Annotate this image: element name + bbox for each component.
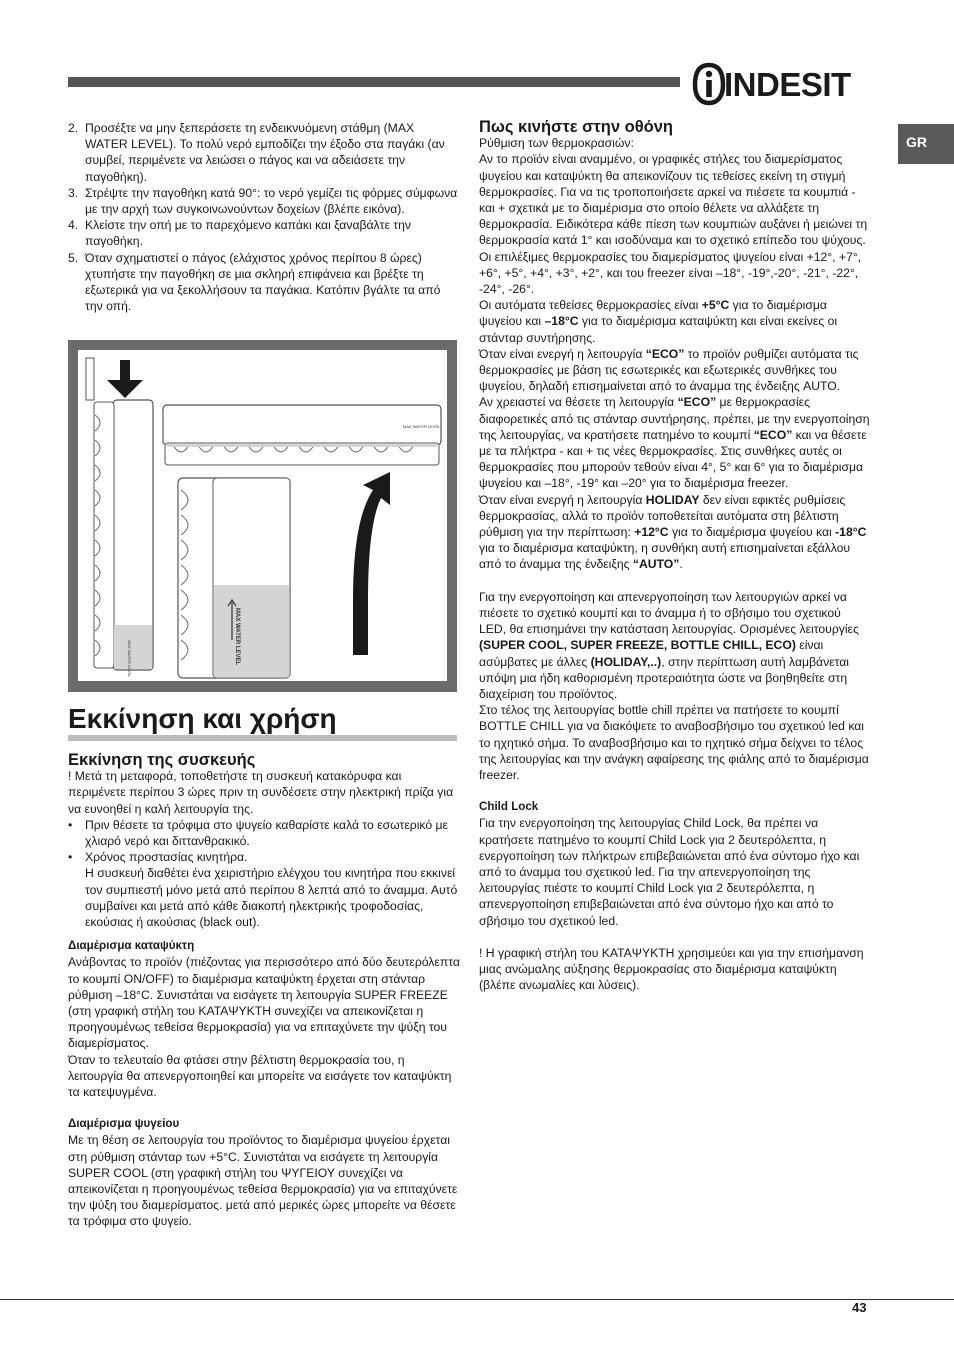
language-tab — [898, 124, 954, 164]
step-number: 2. — [68, 121, 79, 135]
max-water-level-label-horizontal: MAX WATER LEVEL — [403, 424, 441, 429]
ice-tray-illustration — [68, 340, 457, 692]
fridge-heading: Διαμέρισμα ψυγείου — [68, 1117, 180, 1131]
max-water-level-label-large: MAX WATER LEVEL — [234, 608, 240, 666]
list-item — [68, 250, 460, 315]
step-number: 4. — [68, 218, 79, 233]
fridge-paragraph: Με τη θέση σε λειτουργία του προϊόντος το διαμέρισμα ψυγείου έρχεται στη ρύθμιση στάνταρ των +5°C. Συνιστάται να εισάγετε τη λειτουργία SUPER COOL (στη γραφική στήλη του ΨΥΓΕΙΟΥ συνεχίζει να απεικονίζεται η προηγουμένως τεθείσα θερμοκρασία) για να επιταχύνετε την ψύξη του διαμερίσματος. μετά από μερικές ώρες μπορείτε να θέσετε τα τρόφιμα στο ψυγείο. — [68, 1133, 458, 1229]
title-rule — [68, 735, 457, 741]
child-lock-heading: Child Lock — [479, 800, 539, 814]
language-tab-label: GR — [906, 134, 927, 150]
step-text: Όταν σχηματιστεί ο πάγος (ελάχιστος χρόνος περίπου 8 ώρες) χτυπήστε την παγοθήκη σε μια σκληρή επιφάνεια και βρέξτε τη εξωτερικά για να ξεκολλήσουν τα παγάκια. Κατόπιν βγάλτε τα από την οπή. — [85, 250, 441, 314]
list-item — [68, 817, 460, 849]
list-item — [68, 849, 460, 930]
brand-logo — [692, 62, 872, 106]
bullet-mark: • — [68, 850, 73, 865]
temperature-options-paragraph: Οι επιλέξιμες θερμοκρασίες του διαμερίσματος ψυγείου είναι +12°, +7°, +6°, +5°, +4°, +3°, +2°, και του freezer είναι –18°, -19°,-20°, -21°, -22°, -24°, -26°. — [479, 249, 862, 297]
bullet-mark: • — [68, 817, 73, 832]
ice-tray-drawing — [68, 340, 457, 692]
motor-protection-text: Η συσκευή διαθέτει ένα χειριστήριο ελέγχου του κινητήρα που εκκινεί τον συμπιεστή μόνο μετά από περίπου 8 λεπτά από το άναμμα. Αυτό συμβαίνει και μετά από κάθε διακοπή ηλεκτρικής τροφοδοσίας, εκούσιας ή ακούσιας (black out). — [85, 866, 458, 930]
section-title: Εκκίνηση της συσκευής — [68, 751, 256, 769]
display-section-title: Πως κινήστε στην οθόνη — [479, 118, 673, 136]
list-item — [68, 217, 460, 249]
step-text: Προσέξτε να μην ξεπεράσετε τη ενδεικνυόμενη στάθμη (MAX WATER LEVEL). Το πολύ νερό εμποδίζει την έξοδο στα παγάκι (αν συμβεί, περιμένετε να λειώσει ο πάγος και να αδειάσετε την παγοθήκη). — [85, 121, 445, 184]
step-text: Στρέψτε την παγοθήκη κατά 90°: το νερό γεμίζει τις φόρμες σύμφωνα με την αρχή των συγκοινωνούντων δοχείων (βλέπε εικόνα). — [85, 185, 458, 217]
left-column-top — [68, 120, 460, 314]
eco-custom-paragraph: Αν χρειαστεί να θέσετε τη λειτουργία “ECO” με θερμοκρασίες διαφορετικές από τις στάνταρ συντήρησης, πρέπει, με την ενεργοποίηση της λειτουργίας, να κρατήσετε πατημένο το κουμπί “ECO” και να θέσετε με τα πλήκτρα - και + τις νέες θερμοκρασίες. Στις συνθήκες αυτές οι θερμοκρασίες που μπορούν τεθούν είναι 4°, 5° και 6° για το διαμέρισμα ψυγείου και –18°, -19° και –20° για το διαμέρισμα freezer. — [479, 395, 870, 491]
footer-rule — [0, 1299, 954, 1300]
eco-paragraph: Όταν είναι ενεργή η λειτουργία “ECO” το προϊόν ρυθμίζει αυτόματα τις θερμοκρασίες με βάση τις εσωτερικές και εξωτερικές συνθήκες του ψυγείου, δηλαδή επισημαίνεται από το άναμμα της ένδειξης AUTO. — [479, 346, 859, 394]
startup-section — [68, 752, 460, 1230]
freezer-paragraph-2: Όταν το τελευταίο θα φτάσει στην βέλτιστη θερμοκρασία του, η λειτουργία θα απενεργοποιηθεί και μπορείτε να εισάγετε τον καταψύκτη τα κατεψυγμένα. — [68, 1052, 452, 1100]
page-title: Εκκίνηση και χρήση — [68, 703, 337, 734]
bullet-text: Πριν θέσετε τα τρόφιμα στο ψυγείο καθαρίστε καλά το εσωτερικό με χλιαρό νερό και διττανθρακικό. — [85, 817, 448, 849]
step-number: 3. — [68, 185, 79, 200]
freezer-paragraph: Ανάβοντας το προϊόν (πιέζοντας για περισσότερο από δύο δευτερόλεπτα το κουμπί ON/OFF) το διαμέρισμα καταψύκτη έρχεται στη στάνταρ ρύθμιση –18°C. Συνιστάται να εισάγετε τη λειτουργία SUPER FREEZE (στη γραφική στήλη του ΚΑΤΑΨΥΚΤΗ συνεχίζει να απεικονίζεται η προηγουμένως τεθείσα θερμοκρασία) για να επιταχύνετε την ψύξη του διαμερίσματος. — [68, 955, 460, 1051]
step-text: Κλείστε την οπή με το παρεχόμενο καπάκι και ξαναβάλτε την παγοθήκη. — [85, 218, 411, 249]
default-temperatures-paragraph: Οι αυτόματα τεθείσες θερμοκρασίες είναι +5°C για το διαμέρισμα ψυγείου και –18°C για το διαμέρισμα καταψύκτη και είναι εκείνες οι στάνταρ συντήρησης. — [479, 298, 838, 345]
header-rule — [68, 77, 680, 87]
intro-paragraph: ! Μετά τη μεταφορά, τοποθετήστε τη συσκευή κατακόρυφα και περιμένετε περίπου 3 ώρες πριν τη συνδέσετε στην ηλεκτρική πρίζα για να ευνοηθεί η καλή λειτουργία της. — [68, 769, 454, 816]
list-item — [68, 185, 460, 217]
max-water-level-label-small: MAX WATER LEVEL — [127, 640, 132, 678]
brand-mark-icon — [692, 62, 726, 106]
page-number: 43 — [852, 1300, 867, 1315]
functions-paragraph: Για την ενεργοποίηση και απενεργοποίηση των λειτουργιών αρκεί να πιέσετε το σχετικό κουμπί και το άναμμα ή το σβήσιμο του σχετικού LED, θα επισημάνει την κατάσταση λειτουργίας. Ορισμένες λειτουργίες (SUPER COOL, SUPER FREEZE, BOTTLE CHILL, ECO) είναι ασύμβατες με άλλες (HOLIDAY,..), στην περίπτωση αυτή λαμβάνεται υπόψη μια ήδη καθορισμένη προτεραιότητα ώστε να βοηθηθείτε στη διαχείριση του προϊόντος. — [479, 589, 859, 701]
child-lock-paragraph: Για την ενεργοποίηση της λειτουργίας Child Lock, θα πρέπει να κρατήσετε πατημένο το κουμπί Child Lock για 2 δευτερόλεπτα, η ενεργοποίηση των πλήκτρων επιβεβαιώνεται από ένα σύντομο ήχο και από το άναμμα του σχετικού led. Για την απενεργοποίηση της λειτουργίας πιέστε το κουμπί Child Lock για 2 δευτερόλεπτα, η απενεργοποίηση επιβεβαιώνεται από ένα σύντομο ήχο και από το σβήσιμο του σχετικού led. — [479, 816, 860, 928]
list-item — [68, 120, 460, 185]
display-subtitle: Ρύθμιση των θερμοκρασιών: — [479, 136, 634, 151]
ice-tray-steps — [68, 120, 460, 314]
bullet-text: Χρόνος προστασίας κινητήρα. — [85, 850, 248, 865]
bottle-chill-paragraph: Στο τέλος της λειτουργίας bottle chill πρέπει να πατήσετε το κουμπί BOTTLE CHILL για να διακόψετε το αναβοσβήσιμο του σχετικού led και το ηχητικό σήμα. Το αναβοσβήσιμο και το ηχητικό σήμα δείχνει το τέλος της λειτουργίας και την ανάγκη αφαίρεσης της φιάλης από το διαμέρισμα freezer. — [479, 703, 869, 782]
freezer-alarm-note: ! Η γραφική στήλη του ΚΑΤΑΨΥΚΤΗ χρησιμεύει και για την επισήμανση μιας ανώμαλης αύξησης θερμοκρασίας στο διαμέρισμα καταψύκτη (βλέπε ανωμαλίες και λύσεις). — [479, 945, 864, 993]
display-paragraph: Αν το προϊόν είναι αναμμένο, οι γραφικές στήλες του διαμερίσματος ψυγείου και καταψύκτη θα απεικονίζουν τις τεθείσες εκείνη τη στιγμή θερμοκρασίες. Για να τις τροποποιήσετε αρκεί να πιέσετε τα κουμπιά - και + σχετικά με το διαμέρισμα στο οποίο θέλετε να αλλάξετε τη θερμοκρασία. Ειδικότερα κάθε πίεση των κουμπιών αυξάνει ή μειώνει τη θερμοκρασία κατά 1° και ισοδύναμα και το σχετικό επίπεδο του ψύχους. — [479, 152, 868, 248]
right-column — [479, 119, 871, 993]
freezer-heading: Διαμέρισμα καταψύκτη — [68, 939, 195, 953]
step-number: 5. — [68, 250, 79, 265]
holiday-paragraph: Όταν είναι ενεργή η λειτουργία HOLIDAY δεν είναι εφικτές ρυθμίσεις θερμοκρασίας, αλλά το προϊόν τοποθετείται αυτόματα στη βέλτιστη ρύθμιση για την περίπτωση: +12°C για το διαμέρισμα ψυγείου και -18°C για το διαμέρισμα καταψύκτη, η συνθήκη αυτή επισημαίνεται εξάλλου από το άναμμα της ένδειξης “AUTO”. — [479, 492, 867, 572]
brand-name: INDESIT — [724, 66, 851, 103]
